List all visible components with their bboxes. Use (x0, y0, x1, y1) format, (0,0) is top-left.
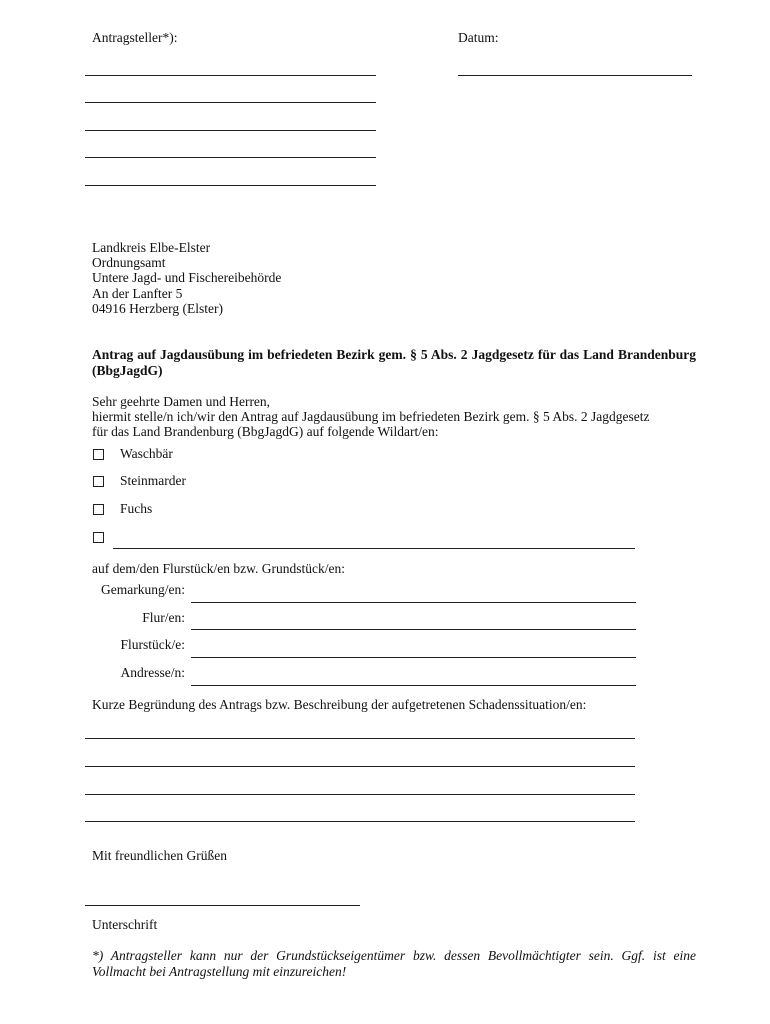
flurstueck-field[interactable] (191, 657, 636, 658)
recipient-line-4: An der Lanfter 5 (92, 286, 183, 301)
recipient-line-3: Untere Jagd- und Fischereibehörde (92, 270, 282, 285)
adresse-label: Andresse/n: (120, 665, 185, 680)
recipient-line-1: Landkreis Elbe-Elster (92, 240, 211, 255)
reason-line-4[interactable] (85, 821, 635, 822)
flur-field[interactable] (191, 629, 636, 630)
applicant-line-5[interactable] (85, 185, 376, 186)
footnote: *) Antragsteller kann nur der Grundstückseigentümer bzw. dessen Bevollmächtigter sein. Ggf. ist eine Vollmacht bei Antragstellung mit einzureichen! (92, 948, 696, 979)
adresse-field[interactable] (191, 685, 636, 686)
signature-label: Unterschrift (92, 917, 158, 932)
date-label: Datum: (458, 30, 499, 45)
other-species-line[interactable] (113, 548, 635, 549)
species-label-fuchs: Fuchs (120, 501, 153, 516)
subject-heading: Antrag auf Jagdausübung im befriedeten Bezirk gem. § 5 Abs. 2 Jagdgesetz für das Land Brandenburg (BbgJagdG) (92, 347, 696, 378)
intro-line-1: hiermit stelle/n ich/wir den Antrag auf Jagdausübung im befriedeten Bezirk gem. § 5 Abs. 2 Jagdgesetz (92, 409, 650, 424)
intro-line-2: für das Land Brandenburg (BbgJagdG) auf folgende Wildart/en: (92, 424, 439, 439)
reason-label: Kurze Begründung des Antrags bzw. Beschreibung der aufgetretenen Schadenssituation/en: (92, 697, 587, 712)
species-label-steinmarder: Steinmarder (120, 473, 186, 488)
parcel-heading: auf dem/den Flurstück/en bzw. Grundstück/en: (92, 561, 345, 576)
applicant-label: Antragsteller*): (92, 30, 178, 45)
flur-label: Flur/en: (142, 610, 185, 625)
gemarkung-field[interactable] (191, 602, 636, 603)
signature-line[interactable] (85, 905, 360, 906)
species-label-waschbaer: Waschbär (120, 446, 173, 461)
date-line[interactable] (458, 75, 692, 76)
salutation: Sehr geehrte Damen und Herren, (92, 394, 271, 409)
checkbox-steinmarder[interactable] (93, 476, 104, 487)
recipient-line-5: 04916 Herzberg (Elster) (92, 301, 223, 316)
reason-line-2[interactable] (85, 766, 635, 767)
applicant-line-4[interactable] (85, 157, 376, 158)
checkbox-waschbaer[interactable] (93, 449, 104, 460)
applicant-line-2[interactable] (85, 102, 376, 103)
checkbox-fuchs[interactable] (93, 504, 104, 515)
flurstueck-label: Flurstück/e: (120, 637, 185, 652)
checkbox-other-species[interactable] (93, 532, 104, 543)
reason-line-3[interactable] (85, 794, 635, 795)
gemarkung-label: Gemarkung/en: (101, 582, 185, 597)
applicant-line-1[interactable] (85, 75, 376, 76)
recipient-line-2: Ordnungsamt (92, 255, 166, 270)
applicant-line-3[interactable] (85, 130, 376, 131)
closing-greeting: Mit freundlichen Grüßen (92, 848, 227, 863)
reason-line-1[interactable] (85, 738, 635, 739)
